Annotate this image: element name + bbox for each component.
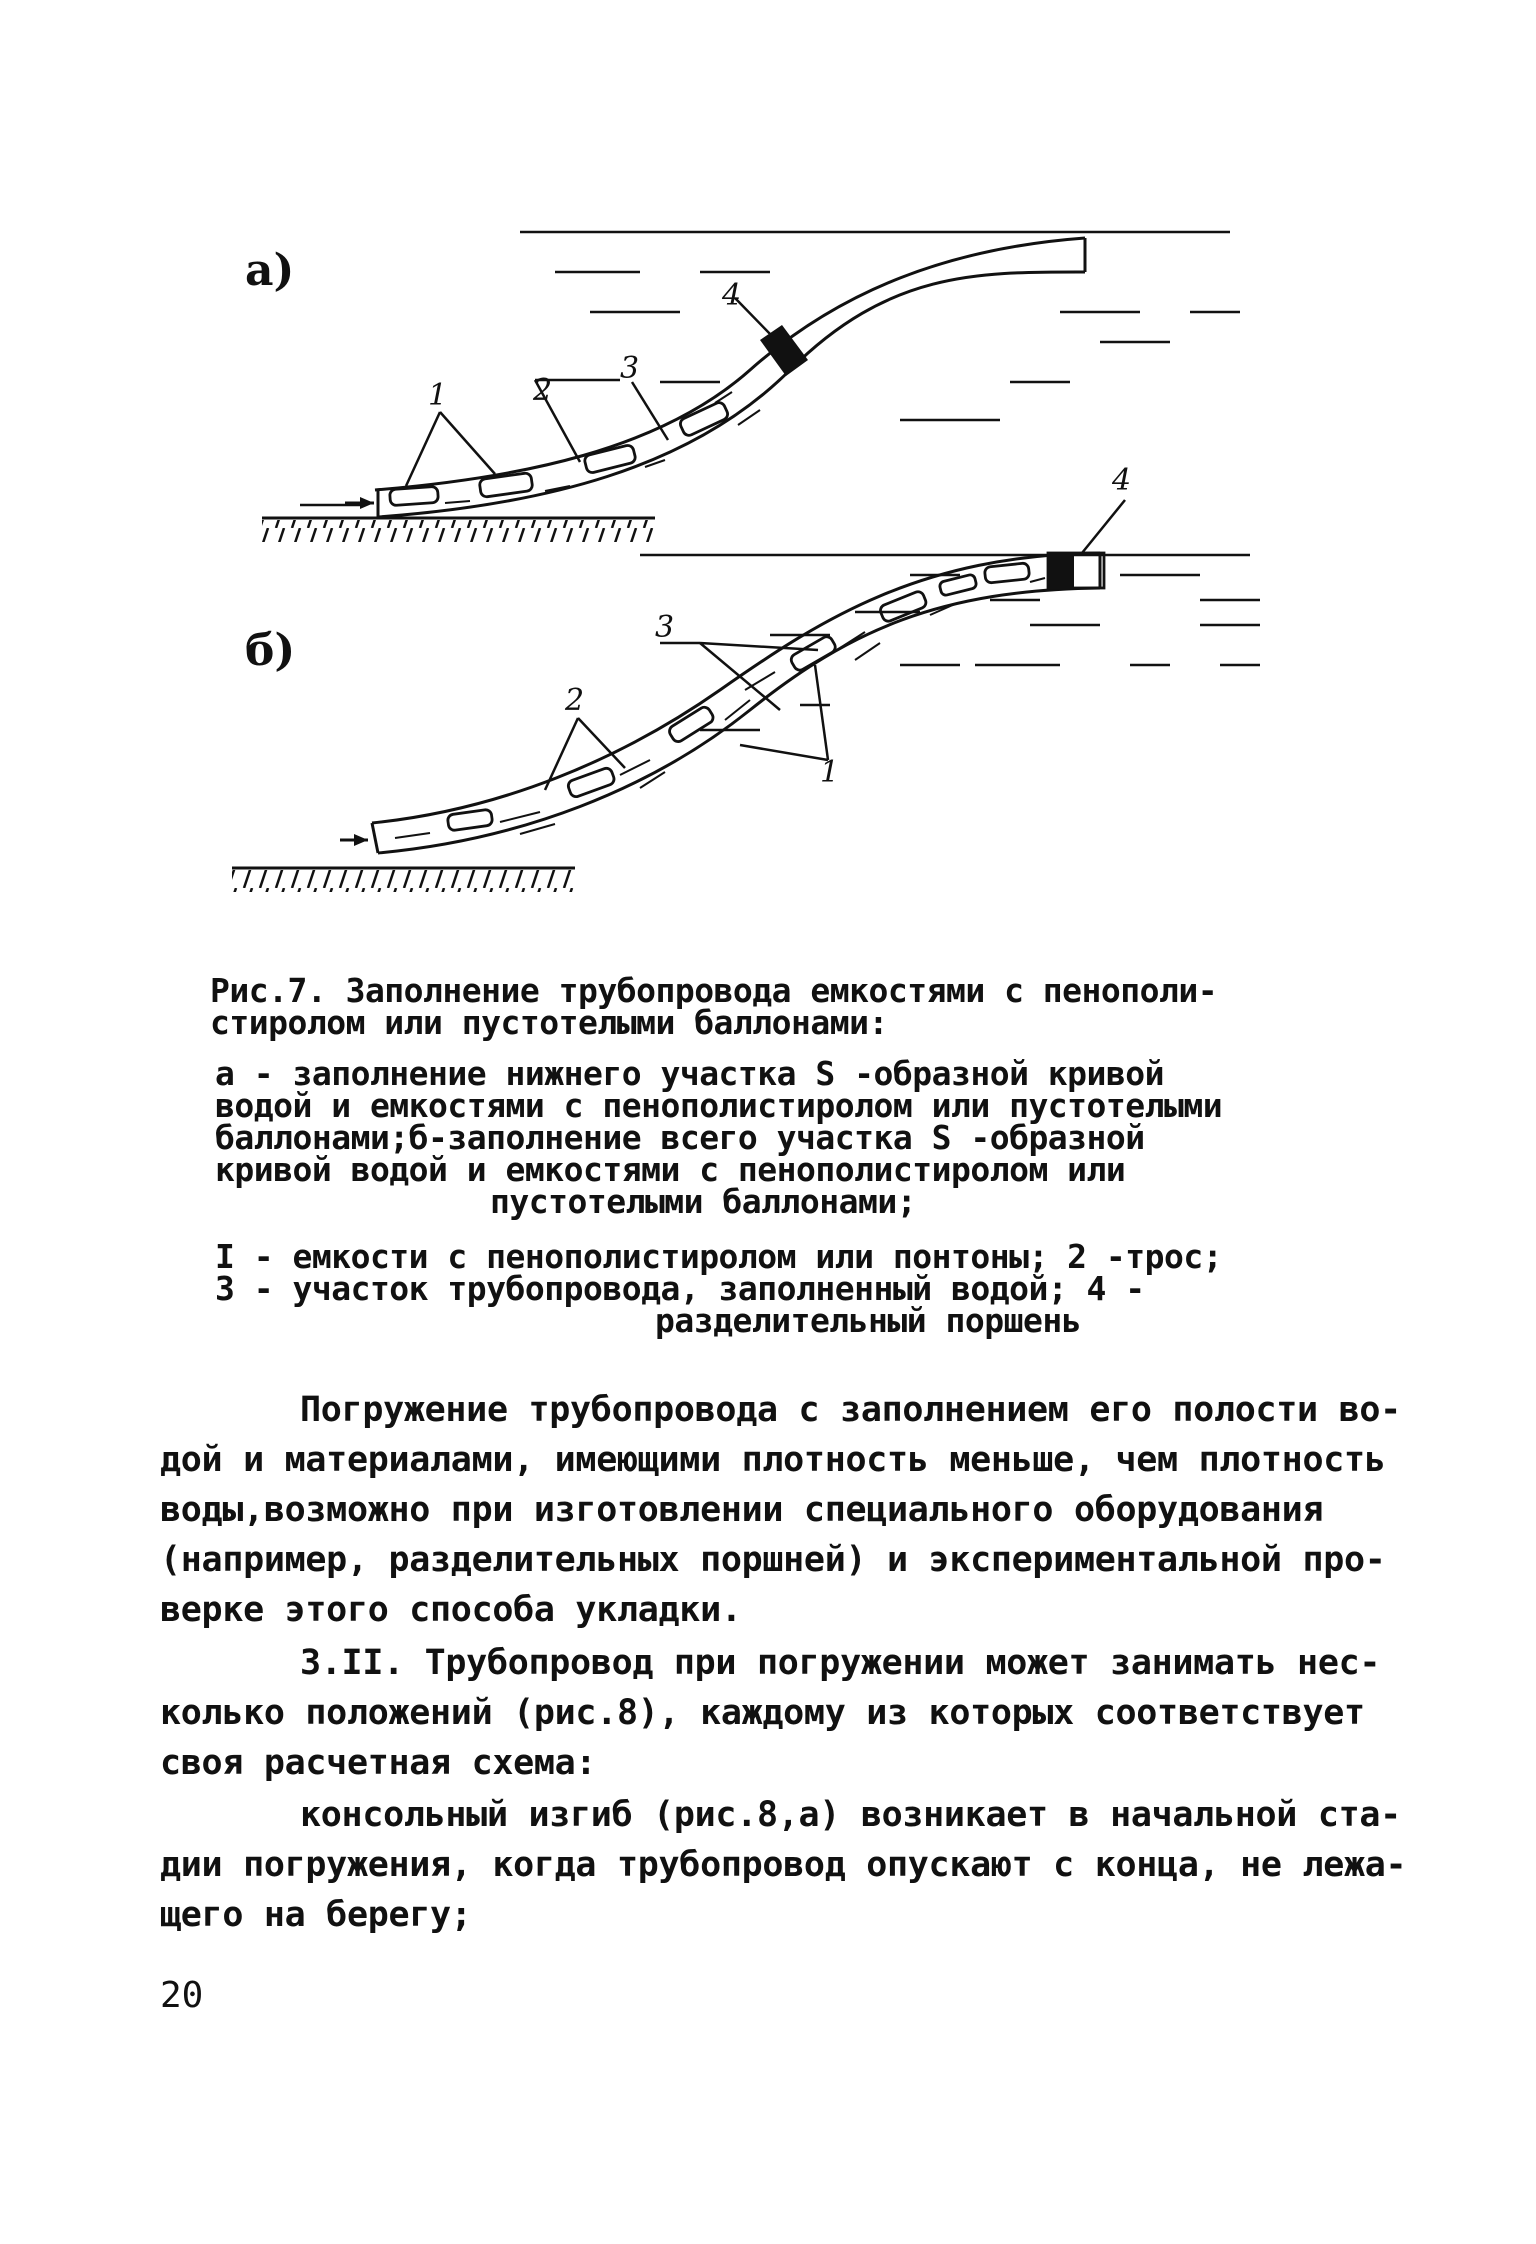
containers-b xyxy=(447,563,1030,831)
callout-b-1: 1 xyxy=(820,755,840,790)
caption-desc-line-1: а - заполнение нижнего участка S -образной кривой xyxy=(215,1054,1165,1093)
body-p1-line-2: дой и материалами, имеющими плотность меньше, чем плотность xyxy=(160,1440,1386,1480)
pipeline-a xyxy=(345,238,1085,517)
caption-desc-line-3: баллонами;б-заполнение всего участка S -образной xyxy=(215,1118,1145,1157)
body-p3-line-1: консольный изгиб (рис.8,а) возникает в начальной ста- xyxy=(300,1795,1401,1835)
figure-pipeline-diagram xyxy=(0,0,1536,920)
panel-b-label: б) xyxy=(245,625,296,676)
body-p2-line-1: 3.II. Трубопровод при погружении может занимать нес- xyxy=(300,1643,1381,1683)
callout-b-2: 2 xyxy=(565,683,585,718)
callout-b-4: 4 xyxy=(1112,463,1132,498)
callout-a-1: 1 xyxy=(428,378,448,413)
separator-piston-b xyxy=(1048,553,1074,588)
callout-a-2: 2 xyxy=(533,373,553,408)
panel-a-label: а) xyxy=(245,245,295,296)
caption-legend-line-3: разделительный поршень xyxy=(655,1301,1082,1340)
body-p1-line-3: воды,возможно при изготовлении специального оборудования xyxy=(160,1490,1324,1530)
caption-desc-line-5: пустотелыми баллонами; xyxy=(490,1182,917,1221)
seabed-a xyxy=(262,518,655,542)
caption-desc-line-2: водой и емкостями с пенополистиролом или пустотелыми xyxy=(215,1086,1223,1125)
body-p1-line-4: (например, разделительных поршней) и экспериментальной про- xyxy=(160,1540,1386,1580)
body-p2-line-2: колько положений (рис.8), каждому из которых соответствует xyxy=(160,1693,1365,1733)
caption-desc-line-4: кривой водой и емкостями с пенополистиролом или xyxy=(215,1150,1126,1189)
pipeline-b xyxy=(340,553,1100,853)
seabed-b xyxy=(232,868,575,892)
callout-leaders-a xyxy=(406,298,772,486)
callout-a-4: 4 xyxy=(722,278,742,313)
body-p3-line-2: дии погружения, когда трубопровод опускают с конца, не лежа- xyxy=(160,1845,1407,1885)
callout-a-3: 3 xyxy=(620,351,640,386)
body-p1-line-5: верке этого способа укладки. xyxy=(160,1590,742,1630)
water-surface-a xyxy=(300,232,1240,505)
body-p3-line-3: щего на берегу; xyxy=(160,1895,472,1935)
body-p1-line-1: Погружение трубопровода с заполнением его полости во- xyxy=(300,1390,1401,1430)
caption-legend-line-2: 3 - участок трубопровода, заполненный водой; 4 - xyxy=(215,1269,1145,1308)
caption-title-line-2: стиролом или пустотелыми баллонами: xyxy=(210,1003,888,1042)
caption-title-line-1: Рис.7. Заполнение трубопровода емкостями с пенополи- xyxy=(210,971,1218,1010)
page-number: 20 xyxy=(160,1975,204,2016)
body-p2-line-3: своя расчетная схема: xyxy=(160,1743,597,1783)
caption-legend-line-1: I - емкости с пенополистиролом или понтоны; 2 -трос; xyxy=(215,1237,1223,1276)
callout-b-3: 3 xyxy=(655,610,675,645)
water-fill-a xyxy=(445,392,760,503)
water-surface-b xyxy=(640,555,1260,730)
